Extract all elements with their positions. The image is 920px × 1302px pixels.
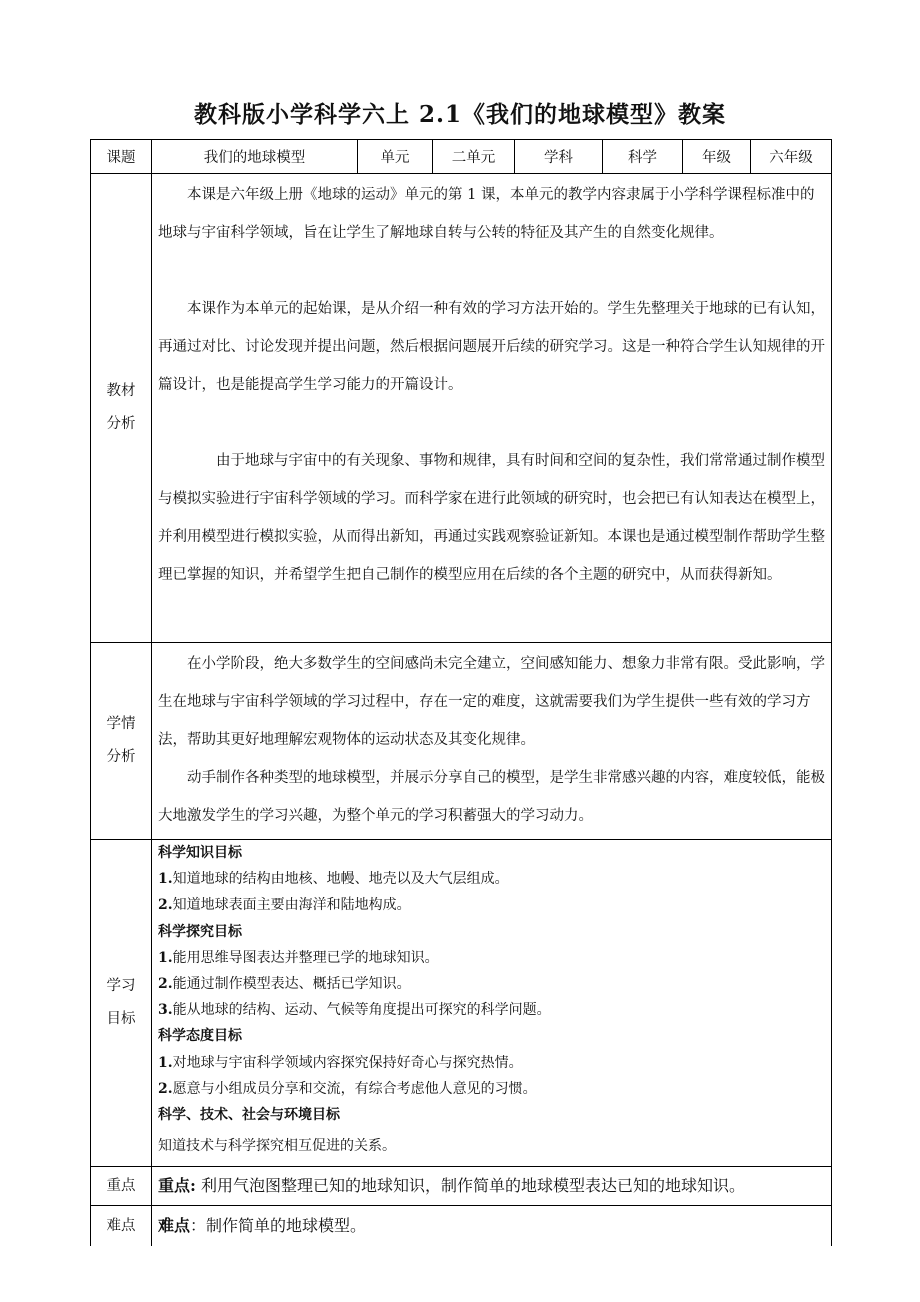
unit-label: 单元: [358, 140, 433, 174]
knowledge-goals-heading: 科学知识目标: [158, 845, 242, 861]
subject-value: 科学: [603, 140, 683, 174]
difficulty-text: ：制作简单的地球模型。: [190, 1216, 367, 1236]
grade-value: 六年级: [751, 140, 832, 174]
student-paragraph-2: 动手制作各种类型的地球模型，并展示分享自己的模型，是学生非常感兴趣的内容，难度较低，能极大地激发学生的学习兴趣，为整个单元的学习积蓄强大的学习动力。: [158, 770, 825, 824]
topic-value: 我们的地球模型: [152, 140, 358, 174]
subject-label: 学科: [515, 140, 603, 174]
textbook-paragraph-2: 本课作为本单元的起始课，是从介绍一种有效的学习方法开始的。学生先整理关于地球的已有认知，再通过对比、讨论发现并提出问题，然后根据问题展开后续的研究学习。这是一种符合学生认知规律的开篇设计，也是能提高学生学习能力的开篇设计。: [158, 301, 825, 393]
difficulty-row: [91, 1206, 832, 1247]
learning-goals-content: [152, 840, 832, 1167]
student-analysis-label: 学情 分析: [91, 643, 152, 840]
goal-item: 3.能从地球的结构、运动、气候等角度提出可探究的科学问题。: [158, 1002, 551, 1019]
focus-label: 重点: [91, 1167, 152, 1206]
textbook-paragraph-1: 本课是六年级上册《地球的运动》单元的第 1 课，本单元的教学内容隶属于小学科学课程标准中的地球与宇宙科学领域，旨在让学生了解地球自转与公转的特征及其产生的自然变化规律。: [158, 187, 815, 241]
goal-item: 2.知道地球表面主要由海洋和陆地构成。: [158, 897, 411, 914]
page-title: 教科版小学科学六上 2.1《我们的地球模型》教案: [193, 101, 727, 128]
learning-goals-label: 学习 目标: [91, 840, 152, 1167]
focus-content: [152, 1167, 832, 1206]
textbook-paragraph-3: 由于地球与宇宙中的有关现象、事物和规律，具有时间和空间的复杂性，我们常常通过制作模型与模拟实验进行宇宙科学领域的学习。而科学家在进行此领域的研究时，也会把已有认知表达在模型上，并利用模型进行模拟实验，从而得出新知，再通过实践观察验证新知。本课也是通过模型制作帮助学生整理已掌握的知识，并希望学生把自己制作的模型应用在后续的各个主题的研究中，从而获得新知。: [158, 453, 825, 583]
student-analysis-content: [152, 643, 832, 840]
goal-item: 1.能用思维导图表达并整理已学的地球知识。: [158, 949, 439, 966]
goal-item: 1.对地球与宇宙科学领域内容探究保持好奇心与探究热情。: [158, 1054, 523, 1071]
goal-item: 2.愿意与小组成员分享和交流，有综合考虑他人意见的习惯。: [158, 1080, 537, 1097]
inquiry-goals-heading: 科学探究目标: [158, 923, 242, 940]
unit-value: 二单元: [433, 140, 515, 174]
grade-label: 年级: [683, 140, 751, 174]
textbook-analysis-label: 教材 分析: [91, 174, 152, 643]
difficulty-content: [152, 1206, 832, 1247]
header-row: [91, 140, 832, 174]
goal-item: 知道技术与科学探究相互促进的关系。: [158, 1138, 396, 1155]
lesson-plan-table: [90, 139, 832, 1246]
stse-goals-heading: 科学、技术、社会与环境目标: [158, 1107, 340, 1124]
focus-row: [91, 1167, 832, 1206]
difficulty-prefix: 难点: [158, 1216, 191, 1236]
textbook-analysis-content: [152, 174, 832, 643]
student-paragraph-1: 在小学阶段，绝大多数学生的空间感尚未完全建立，空间感知能力、想象力非常有限。受此影响，学生在地球与宇宙科学领域的学习过程中，存在一定的难度，这就需要我们为学生提供一些有效的学习方法，帮助其更好地理解宏观物体的运动状态及其变化规律。: [158, 656, 825, 748]
goal-item: 2.能通过制作模型表达、概括已学知识。: [158, 976, 411, 993]
focus-prefix: 重点:: [158, 1176, 196, 1196]
focus-text: 利用气泡图整理已知的地球知识，制作简单的地球模型表达已知的地球知识。: [201, 1176, 746, 1196]
goal-item: 1.知道地球的结构由地核、地幔、地壳以及大气层组成。: [158, 871, 509, 888]
learning-goals-row: [91, 840, 832, 1167]
textbook-analysis-row: [91, 174, 832, 643]
attitude-goals-heading: 科学态度目标: [158, 1028, 242, 1045]
student-analysis-row: [91, 643, 832, 840]
difficulty-label: 难点: [91, 1206, 152, 1247]
topic-label: 课题: [91, 140, 152, 174]
